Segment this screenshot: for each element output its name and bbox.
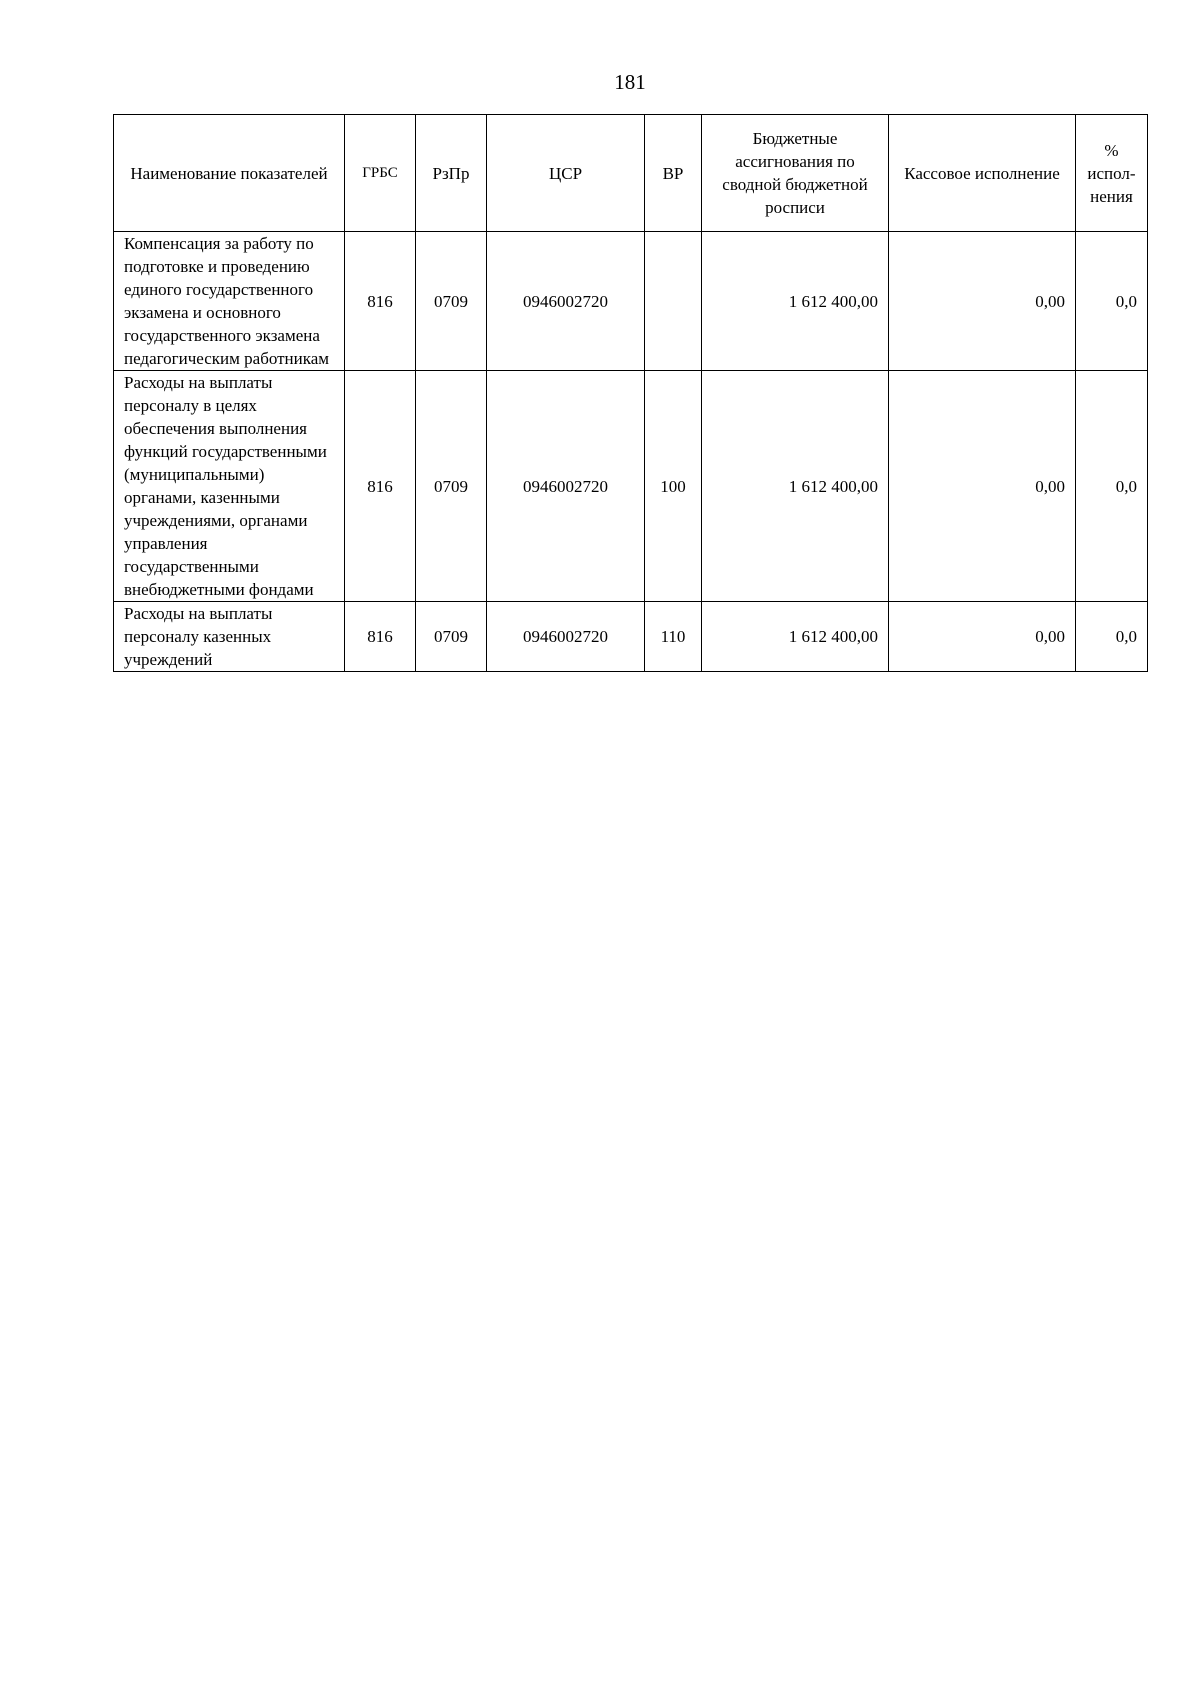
row-vr	[645, 232, 702, 371]
row-name: Расходы на выплаты персоналу в целях обеспечения выполнения функций государственными (муниципальными) органами, казенными учреждениями, органами управления государственными внебюджетными фондами	[114, 371, 345, 602]
table-row	[114, 232, 1148, 371]
row-grbs: 816	[345, 602, 416, 672]
header-vr: ВР	[645, 115, 702, 232]
row-rzpr: 0709	[416, 371, 487, 602]
row-assignments: 1 612 400,00	[702, 232, 889, 371]
header-percent: % испол-нения	[1076, 115, 1148, 232]
row-name: Компенсация за работу по подготовке и проведению единого государственного экзамена и основного государственного экзамена педагогическим работникам	[114, 232, 345, 371]
row-cash: 0,00	[889, 371, 1076, 602]
row-assignments: 1 612 400,00	[702, 602, 889, 672]
header-name: Наименование показателей	[114, 115, 345, 232]
row-grbs: 816	[345, 371, 416, 602]
row-cash: 0,00	[889, 232, 1076, 371]
row-vr: 110	[645, 602, 702, 672]
row-grbs: 816	[345, 232, 416, 371]
row-cash: 0,00	[889, 602, 1076, 672]
row-percent: 0,0	[1076, 371, 1148, 602]
row-percent: 0,0	[1076, 602, 1148, 672]
row-name: Расходы на выплаты персоналу казенных учреждений	[114, 602, 345, 672]
header-cash: Кассовое исполнение	[889, 115, 1076, 232]
row-vr: 100	[645, 371, 702, 602]
budget-execution-table	[113, 114, 1148, 672]
row-rzpr: 0709	[416, 602, 487, 672]
header-rzpr: РзПр	[416, 115, 487, 232]
table-row	[114, 602, 1148, 672]
row-rzpr: 0709	[416, 232, 487, 371]
row-percent: 0,0	[1076, 232, 1148, 371]
table-header-row	[114, 115, 1148, 232]
row-csr: 0946002720	[487, 602, 645, 672]
table-row	[114, 371, 1148, 602]
header-assignments: Бюджетные ассигнования по сводной бюджетной росписи	[702, 115, 889, 232]
row-assignments: 1 612 400,00	[702, 371, 889, 602]
row-csr: 0946002720	[487, 371, 645, 602]
row-csr: 0946002720	[487, 232, 645, 371]
page-number: 181	[614, 70, 646, 94]
header-csr: ЦСР	[487, 115, 645, 232]
header-grbs: ГРБС	[345, 115, 416, 232]
